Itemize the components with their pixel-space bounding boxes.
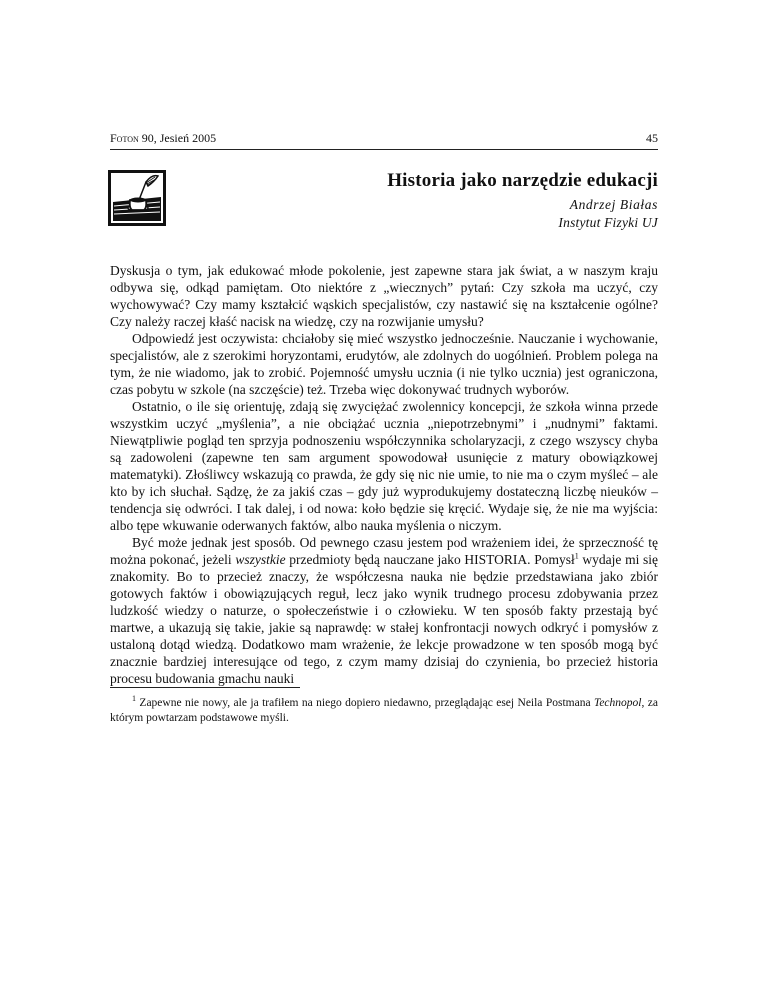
paragraph-1: Dyskusja o tym, jak edukować młode pokolenie, jest zapewne stara jak świat, a w naszym kraju odbywa się, odkąd pamiętam. Oto niektóre z „wiecznych” pytań: Czy szkoła ma uczyć, czy wychowywać? Czy mamy kształcić wąskich specjalistów, czy nastawić się na kształcenie ogólne? Czy należy raczej kłaść nacisk na wiedzę, czy na rozwijanie umysłu? <box>110 263 658 329</box>
footnote-book-title: Technopol <box>593 697 642 709</box>
journal-name: Foton <box>110 131 139 145</box>
footnote-reference: 1 <box>574 551 579 561</box>
paragraph-3: Ostatnio, o ile się orientuję, zdają się zwyciężać zwolennicy koncepcji, że szkoła winna przede wszystkim uczyć „myślenia”, a nie obciążać ucznia „niepotrzebnymi” i „nudnymi” faktami. Niewątpliwie pogląd ten sprzyja podnoszeniu współczynnika scholaryzacji, z czego wszyscy chyba są zadowoleni (zapewne ten sam argument spowodował usunięcie z matury obowiązkowej matematyki). Złośliwcy wskazują co prawda, że gdy się nic nie umie, to nie ma o czym myśleć – ale kto by ich słuchał. Sądzę, że za jakiś czas – gdy już wyprodukujemy dostateczną liczbę nieuków – tendencja się odwróci. I tak dalej, i od nowa: koło będzie się kręcić. Wydaje się, że nie ma wyjścia: albo tępe wkuwanie oderwanych faktów, albo nauka myślenia o niczym. <box>110 399 658 533</box>
footnote-marker: 1 <box>132 694 136 704</box>
emphasis-wszystkie: wszystkie <box>235 552 286 567</box>
paragraph-4-part-a: Być może jednak jest sposób. Od pewnego czasu jestem pod wrażeniem idei, że sprzeczność tę można pokonać, jeżeli <box>110 535 658 567</box>
author-name: Andrzej Białas <box>569 197 658 212</box>
issue-info: 90, Jesień 2005 <box>141 131 217 145</box>
author-affiliation: Instytut Fizyki UJ <box>558 215 658 230</box>
article-body <box>110 262 658 687</box>
footnote <box>110 696 658 726</box>
journal-info <box>110 131 216 146</box>
paragraph-2: Odpowiedź jest oczywista: chciałoby się mieć wszystko jednocześnie. Nauczanie i wychowanie, specjalistów, ale z szerokimi horyzontami, erudytów, ale zdolnych do uogólnień. Problem polega na tym, że nie wiadomo, jak to zrobić. Pojemność umysłu ucznia (i nie tylko ucznia) jest ograniczona, czas pobytu w szkole (na szczęście) też. Trzeba więc dokonywać trudnych wyborów. <box>110 331 658 397</box>
footnote-rule <box>110 687 300 688</box>
page-number: 45 <box>646 131 658 145</box>
footnote-text-a: Zapewne nie nowy, ale ja trafiłem na niego dopiero niedawno, przeglądając esej Neila Postmana <box>136 697 594 709</box>
footnote-text-b: , za którym powtarzam podstawowe myśli. <box>110 697 658 724</box>
paragraph-4 <box>110 534 658 687</box>
paragraph-4-part-c: wydaje mi się znakomity. Bo to przecież znaczy, że współczesna nauka nie będzie przedstawiana jako zbiór gotowych faktów i obowiązujących reguł, lecz jako wynik trudnego procesu zdobywania przez ludzkość wiedzy o naturze, o społeczeństwie i o człowieku. W ten sposób fakty przestają być martwe, a ukazują się takie, jakie są naprawdę: w stałej konfrontacji nowych odkryć i pomysłów z ustaloną dotąd wiedzą. Dodatkowo mam wrażenie, że lekcje prowadzone w ten sposób mogą być znacznie bardziej interesujące od tego, z czym mamy dzisiaj do czynienia, bo przecież historia procesu budowania gmachu nauki <box>110 552 658 686</box>
paragraph-4-part-b: przedmioty będą nauczane jako HISTORIA. Pomysł <box>285 552 575 567</box>
quill-and-inkwell-icon <box>108 170 166 226</box>
header-rule <box>110 149 658 150</box>
article-title: Historia jako narzędzie edukacji <box>387 170 658 191</box>
